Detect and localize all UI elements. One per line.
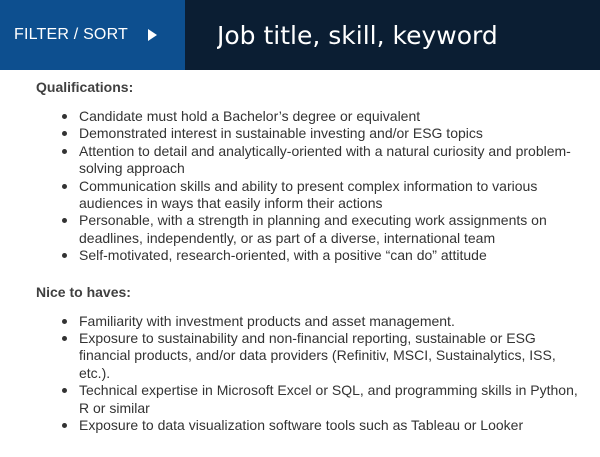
- nice-to-haves-heading: Nice to haves:: [36, 283, 131, 300]
- list-item: Familiarity with investment products and asset management.: [79, 313, 581, 330]
- list-item: Personable, with a strength in planning and executing work assignments on deadlines, independently, or as part of a diverse, international team: [79, 212, 581, 247]
- list-item: Candidate must hold a Bachelor’s degree or equivalent: [79, 108, 581, 125]
- list-item: Demonstrated interest in sustainable investing and/or ESG topics: [79, 125, 581, 142]
- list-item: Communication skills and ability to present complex information to various audiences in ways that easily inform their actions: [79, 178, 581, 213]
- filter-sort-button[interactable]: [0, 0, 185, 70]
- list-item: Technical expertise in Microsoft Excel or SQL, and programming skills in Python, R or similar: [79, 382, 581, 417]
- top-bar: [0, 0, 600, 70]
- list-item: Attention to detail and analytically-oriented with a natural curiosity and problem-solving approach: [79, 143, 581, 178]
- list-item: Exposure to sustainability and non-financial reporting, sustainable or ESG financial products, and/or data providers (Refinitiv, MSCI, Sustainalytics, ISS, etc.).: [79, 330, 581, 382]
- qualifications-list: [36, 108, 581, 265]
- filter-sort-label: FILTER / SORT: [14, 26, 129, 43]
- list-item: Exposure to data visualization software tools such as Tableau or Looker: [79, 417, 581, 434]
- search-area: [185, 0, 600, 70]
- search-input[interactable]: [217, 21, 587, 50]
- nice-to-haves-list: [36, 313, 581, 435]
- qualifications-heading: Qualifications:: [36, 79, 134, 95]
- list-item: Self-motivated, research-oriented, with a positive “can do” attitude: [79, 247, 581, 264]
- job-description: [36, 78, 581, 435]
- chevron-right-icon: [146, 28, 158, 42]
